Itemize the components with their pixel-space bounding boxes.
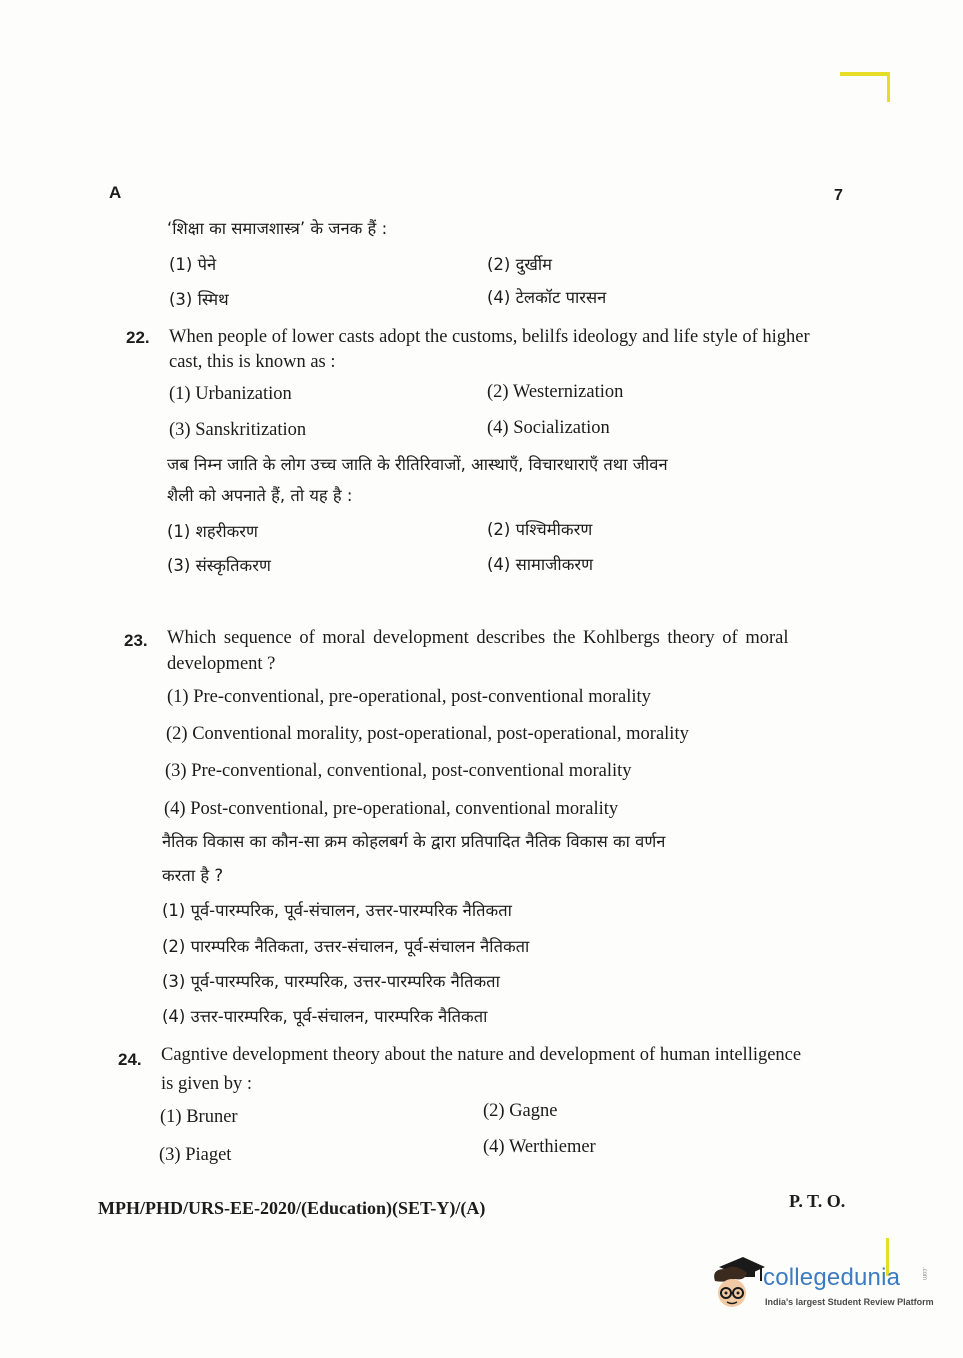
q22-stem-line1: When people of lower casts adopt the customs, belilfs ideology and life style of higher	[169, 327, 810, 347]
q22-option-1: (1) Urbanization	[169, 384, 292, 404]
q23-hindi-stem-line2: करता है ?	[162, 866, 224, 885]
page-number: 7	[834, 187, 843, 204]
q22-hindi-option-2: (2) पश्चिमीकरण	[487, 520, 593, 539]
q21-hindi-option-4: (4) टेलकॉट पारसन	[487, 288, 607, 307]
highlighter-mark-top	[840, 72, 890, 76]
q21-hindi-option-2: (2) दुर्खीम	[487, 255, 553, 274]
q22-option-3: (3) Sanskritization	[169, 420, 307, 440]
q23-hindi-option-3: (3) पूर्व-पारम्परिक, पारम्परिक, उत्तर-पारम्परिक नैतिकता	[162, 972, 500, 991]
q22-hindi-stem-line2: शैली को अपनाते हैं, तो यह है :	[167, 486, 353, 505]
q22-hindi-option-4: (4) सामाजीकरण	[487, 555, 594, 574]
q22-option-2: (2) Westernization	[487, 382, 624, 402]
q24-option-4: (4) Werthiemer	[483, 1137, 596, 1157]
q23-stem-line1: Which sequence of moral development describes the Kohlbergs theory of moral	[167, 628, 789, 648]
q22-hindi-option-3: (3) संस्कृतिकरण	[167, 556, 271, 575]
q22-stem-line2: cast, this is known as :	[169, 352, 336, 372]
pto-label: P. T. O.	[789, 1191, 846, 1211]
q22-number: 22.	[126, 328, 150, 347]
highlighter-mark-top-vertical	[887, 72, 890, 102]
q24-option-2: (2) Gagne	[483, 1101, 558, 1121]
q23-hindi-stem-line1: नैतिक विकास का कौन-सा क्रम कोहलबर्ग के द्वारा प्रतिपादित नैतिक विकास का वर्णन	[162, 832, 666, 851]
q24-option-3: (3) Piaget	[159, 1145, 232, 1165]
q23-option-3: (3) Pre-conventional, conventional, post-conventional morality	[165, 761, 632, 781]
collegedunia-watermark	[705, 1247, 935, 1322]
q23-option-4: (4) Post-conventional, pre-operational, conventional morality	[164, 799, 619, 819]
series-label: A	[109, 183, 122, 202]
q23-option-2: (2) Conventional morality, post-operational, post-operational, morality	[166, 724, 689, 744]
q23-number: 23.	[124, 631, 148, 650]
q23-hindi-option-4: (4) उत्तर-पारम्परिक, पूर्व-संचालन, पारम्परिक नैतिकता	[162, 1007, 488, 1026]
q23-stem-line2: development ?	[167, 654, 276, 674]
q24-stem-line2: is given by :	[161, 1074, 252, 1094]
brand-name: collegedunia	[763, 1264, 901, 1291]
q22-hindi-option-1: (1) शहरीकरण	[167, 522, 258, 541]
q24-stem-line1: Cagntive development theory about the nature and development of human intelligence	[161, 1045, 802, 1065]
q24-number: 24.	[118, 1050, 142, 1069]
brand-suffix: .com	[921, 1267, 927, 1281]
q23-hindi-option-2: (2) पारम्परिक नैतिकता, उत्तर-संचालन, पूर्व-संचालन नैतिकता	[162, 937, 530, 956]
paper-code: MPH/PHD/URS-EE-2020/(Education)(SET-Y)/(A)	[98, 1198, 486, 1218]
q22-hindi-stem-line1: जब निम्न जाति के लोग उच्च जाति के रीतिरिवाजों, आस्थाएँ, विचारधाराएँ तथा जीवन	[167, 455, 668, 474]
q23-hindi-option-1: (1) पूर्व-पारम्परिक, पूर्व-संचालन, उत्तर-पारम्परिक नैतिकता	[162, 901, 512, 920]
q24-option-1: (1) Bruner	[160, 1107, 238, 1127]
q21-hindi-option-3: (3) स्मिथ	[169, 290, 229, 309]
q21-hindi-stem: ‘शिक्षा का समाजशास्त्र’ के जनक हैं :	[167, 219, 388, 238]
q21-hindi-option-1: (1) पेने	[169, 255, 217, 274]
student-mascot-icon	[705, 1251, 767, 1313]
brand-tagline: India's largest Student Review Platform	[765, 1297, 934, 1307]
q23-option-1: (1) Pre-conventional, pre-operational, post-conventional morality	[167, 687, 651, 707]
q22-option-4: (4) Socialization	[487, 418, 610, 438]
